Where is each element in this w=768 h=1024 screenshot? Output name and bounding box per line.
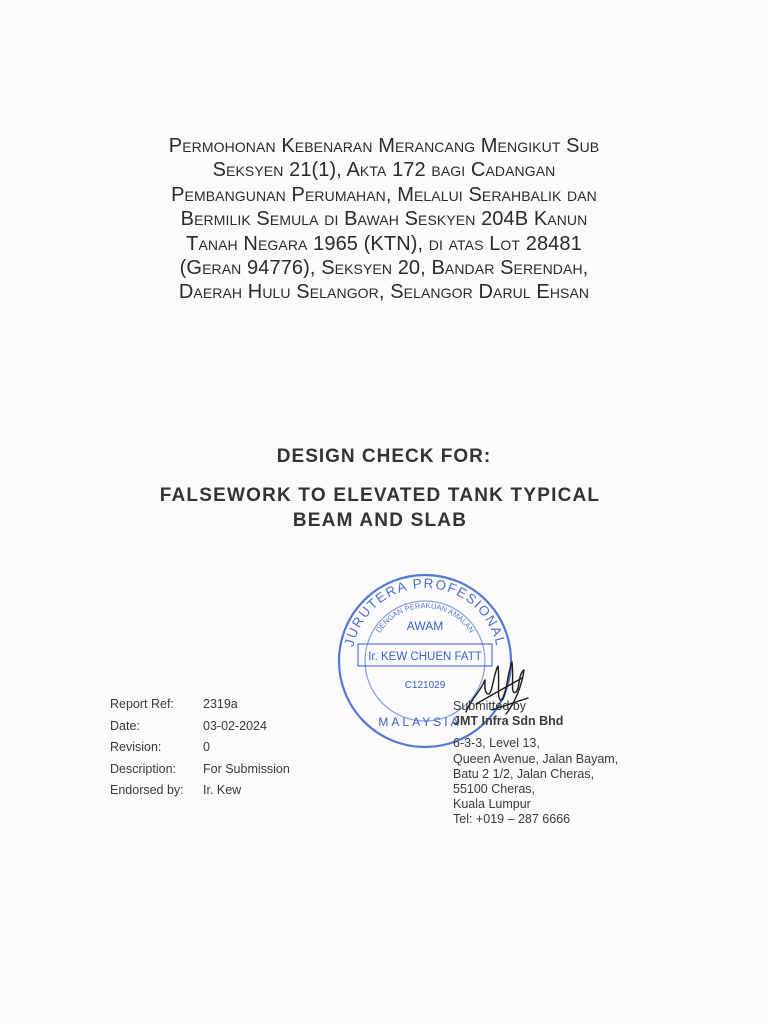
description-row (110, 762, 290, 784)
stamp-outer-text: JURUTERA PROFESIONAL (341, 575, 509, 648)
submitted-label: Submitted by (453, 699, 526, 713)
endorsed-value: Ir. Kew (203, 783, 242, 797)
stamp-inner-text: DENGAN PERAKUAN AMALAN (373, 600, 477, 635)
endorsed-label: Endorsed by: (110, 783, 184, 797)
stamp-name: Ir. KEW CHUEN FATT (368, 651, 482, 663)
stamp-reg-no: C121029 (404, 680, 446, 691)
subject-heading (0, 483, 760, 533)
report-ref-row (110, 697, 290, 719)
title-line: Permohonan Kebenaran Merancang Mengikut Sub (168, 135, 600, 157)
project-title (95, 134, 673, 305)
revision-label: Revision: (110, 740, 162, 754)
signature (462, 652, 532, 722)
date-label: Date: (110, 718, 140, 733)
address-line: 6-3-3, Level 13, (453, 736, 540, 751)
phone-line: Tel: +019 – 287 6666 (453, 812, 571, 827)
date-row (110, 719, 290, 741)
revision-value: 0 (203, 740, 210, 754)
report-details (110, 697, 290, 805)
title-line: Daerah Hulu Selangor, Selangor Darul Ehsan (178, 281, 590, 304)
svg-text:JURUTERA PROFESIONAL (342, 576, 509, 648)
description-value: For Submission (203, 761, 290, 776)
stamp-country: MALAYSIA (378, 715, 462, 729)
description-label: Description: (110, 761, 176, 776)
endorsed-row (110, 783, 290, 805)
date-value: 03-02-2024 (203, 718, 267, 733)
revision-row (110, 740, 290, 762)
address-line: Queen Avenue, Jalan Bayam, (453, 751, 619, 766)
subject-line: FALSEWORK TO ELEVATED TANK TYPICAL (159, 485, 601, 506)
company-name: JMT Infra Sdn Bhd (453, 714, 564, 729)
subject-line: BEAM AND SLAB (292, 510, 468, 531)
title-line: Bermilik Semula di Bawah Seskyen 204B Kanun (180, 208, 588, 231)
title-line: (Geran 94776), Seksyen 20, Bandar Serendah, (179, 257, 589, 280)
report-ref-value: 2319a (203, 697, 238, 711)
title-line: Pembangunan Perumahan, Melalui Serahbalik dan (171, 183, 597, 206)
report-ref-label: Report Ref: (110, 697, 174, 711)
title-line: Seksyen 21(1), Akta 172 bagi Cadangan (212, 159, 556, 182)
title-line: Tanah Negara 1965 (KTN), di atas Lot 28481 (186, 232, 582, 255)
design-check-heading: DESIGN CHECK FOR: (276, 446, 492, 467)
address-line: 55100 Cheras, (453, 782, 536, 797)
stamp-discipline: AWAM (406, 619, 444, 633)
address-line: Batu 2 1/2, Jalan Cheras, (453, 766, 595, 781)
address-line: Kuala Lumpur (453, 797, 531, 812)
